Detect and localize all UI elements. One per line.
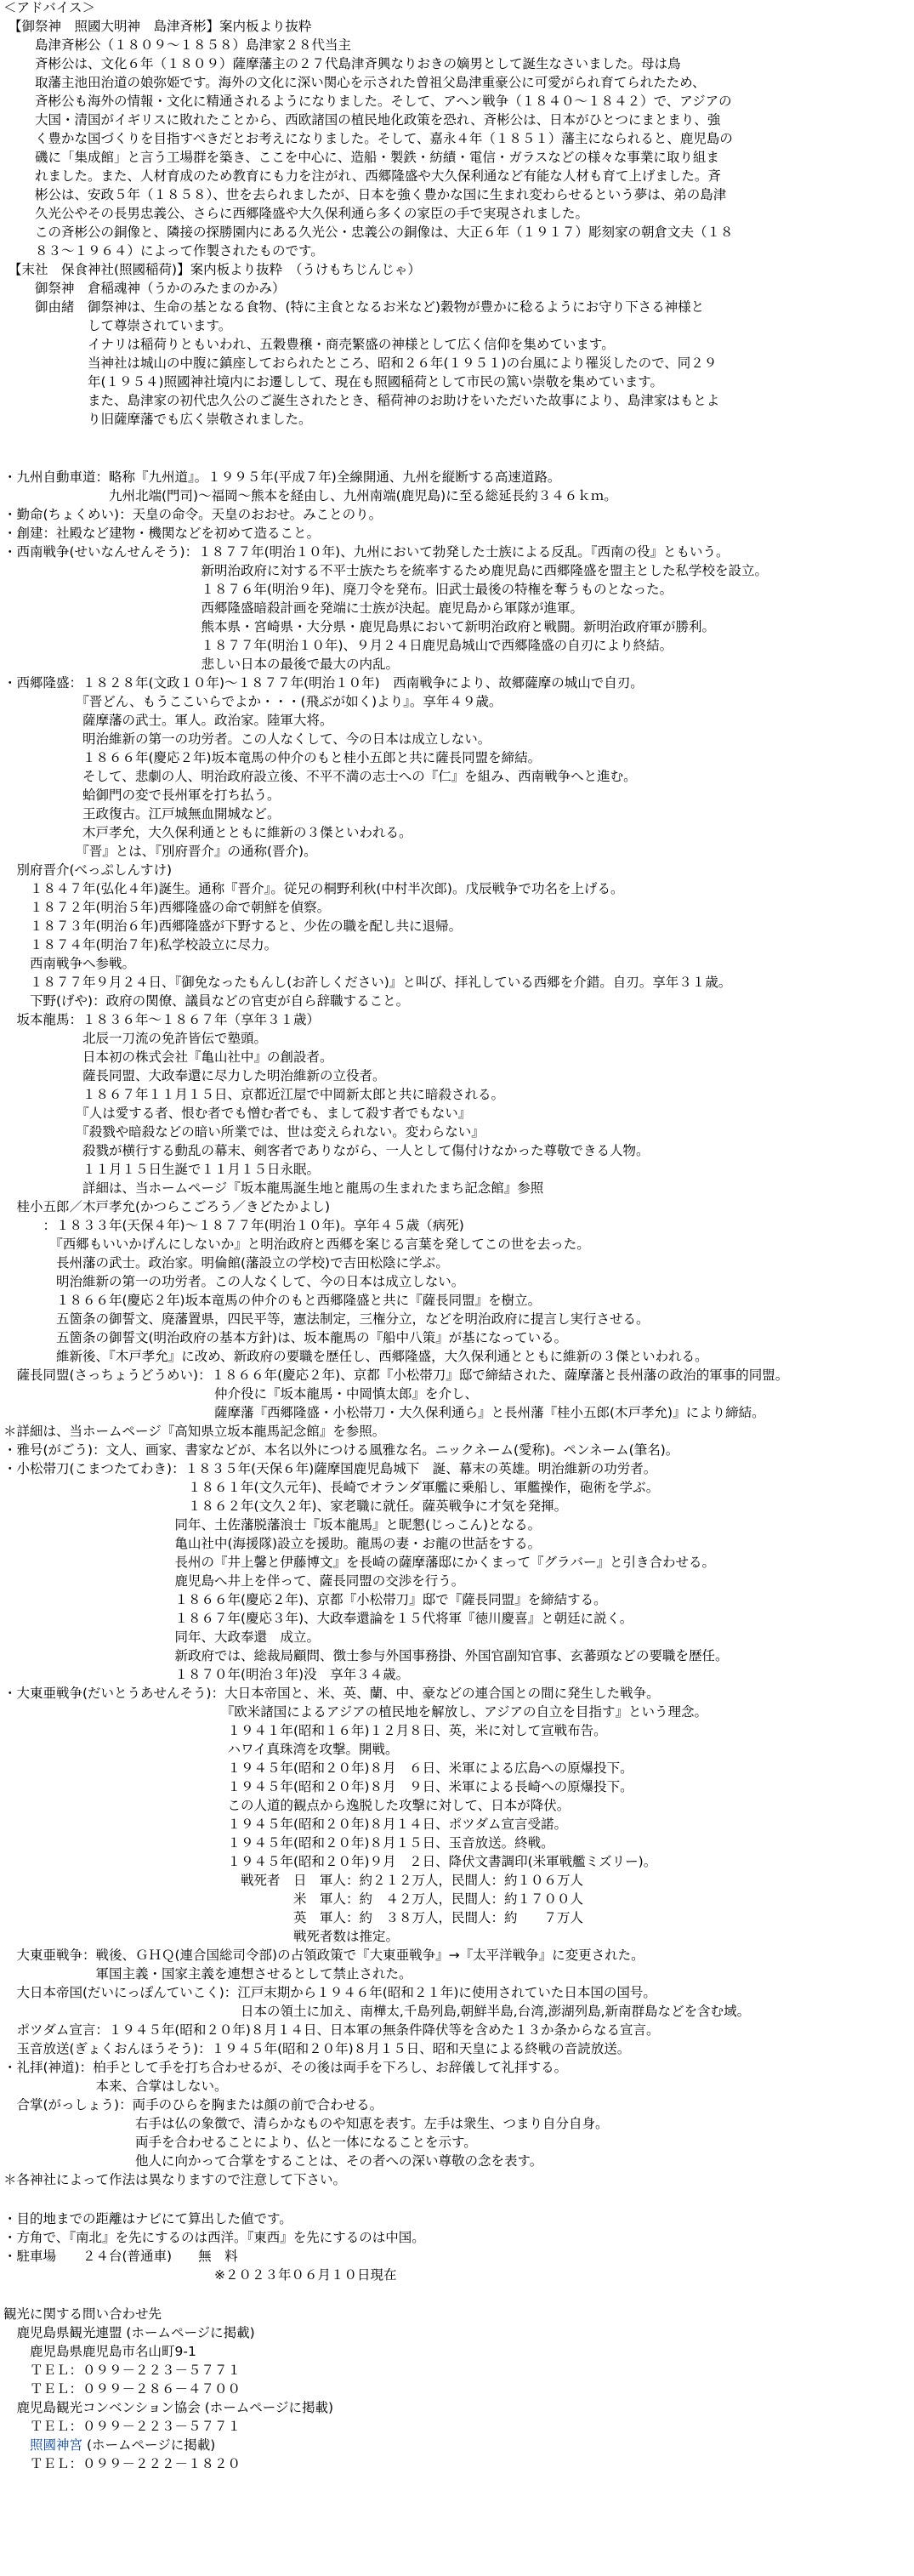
text-line: 鹿児島県鹿児島市名山町9-1 <box>3 2344 196 2359</box>
text-line: 王政復古。江戸城無血開城など。 <box>3 806 281 822</box>
text-line: ・駐車場 ２４台(普通車) 無 料 <box>3 2249 238 2264</box>
text-line: １８４７年(弘化４年)誕生。通称『晋介』。従兄の桐野利秋(中村半次郎)。戊辰戦争で功名を上げる。 <box>3 881 624 896</box>
text-line: 日本の領土に加え、南樺太,千島列島,朝鮮半島,台湾,澎湖列島,新南群島などを含む域。 <box>3 2004 751 2019</box>
text-line: ・方角で、『南北』を先にするのは西洋。『東西』を先にするのは中国。 <box>3 2230 425 2245</box>
text-line: 五箇条の御誓文(明治政府の基本方針)は、坂本龍馬の『船中八策』が基になっている。 <box>3 1330 568 1345</box>
text-line: ・礼拝(神道)：柏手として手を打ち合わせるが、その後は両手を下ろし、お辞儀して礼拝する。 <box>3 2060 568 2075</box>
text-line: １８７３年(明治６年)西郷隆盛が下野すると、少佐の職を配し共に退帰。 <box>3 918 463 934</box>
text-line: 日本初の株式会社『亀山社中』の創設者。 <box>3 1049 333 1065</box>
text-line: 下野(げや)：政府の関僚、議員などの官吏が自ら辞職すること。 <box>3 993 410 1009</box>
text-line: ＴＥＬ：０９９－２８６－４７００ <box>3 2381 241 2397</box>
text-line: １８６６年(慶応２年)坂本竜馬の仲介のもと西郷隆盛と共に『薩長同盟』を樹立。 <box>3 1293 542 1308</box>
text-line: 明治維新の第一の功労者。この人なくして、今の日本は成立しない。 <box>3 1274 465 1289</box>
text-line: 明治維新の第一の功労者。この人なくして、今の日本は成立しない。 <box>3 731 491 747</box>
text-line: 薩摩藩の武士。軍人。政治家。陸軍大将。 <box>3 713 333 728</box>
text-line: 磯に「集成館」と言う工場群を築き、ここを中心に、造船・製鉄・紡績・電信・ガラスなどの様々な事業に取り組ま <box>9 150 719 165</box>
text-line: ・目的地までの距離はナビにて算出した値です。 <box>3 2211 292 2226</box>
text-line: また、島津家の初代忠久公のご誕生されたとき、稲荷神のお助けをいただいた故事により、島津家はもとよ <box>9 393 720 408</box>
text-line: 悲しい日本の最後で最大の内乱。 <box>3 657 400 672</box>
text-line: 島津斉彬公（１８０９～１８５８）島津家２８代当主 <box>9 37 352 53</box>
text-line: 桂小五郎／木戸孝允(かつらこごろう／きどたかよし) <box>3 1199 331 1214</box>
text-line: く豊かな国づくりを目指すべきだとお考えになりました。そして、嘉永４年（１８５１）藩主になられると、鹿児島の <box>9 131 733 146</box>
text-line: １１月１５日生誕で１１月１５日永眠。 <box>3 1162 321 1177</box>
text-line: ＊詳細は、当ホームページ『高知県立坂本龍馬記念館』を参照。 <box>3 1424 386 1439</box>
text-line: ＴＥＬ：０９９－２２３－５７７１ <box>3 2363 241 2378</box>
text-line: １８７０年(明治３年)没 享年３４歳。 <box>3 1667 410 1682</box>
text-line: 同年、土佐藩脱藩浪士『坂本龍馬』と昵懇(じっこん)となる。 <box>3 1517 542 1533</box>
text-line: 『晋』とは、『別府晋介』の通称(晋介)。 <box>3 844 317 859</box>
text-line: 【末社 保食神社(照國稲荷)】案内板より抜粋 （うけもちじんじゃ） <box>9 262 421 277</box>
text-line: 【御祭神 照國大明神 島津斉彬】案内板より抜粋 <box>9 19 312 34</box>
text-line: １８６６年(慶応２年)坂本竜馬の仲介のもと桂小五郎と共に薩長同盟を締結。 <box>3 750 542 765</box>
text-line: ・雅号(がごう)：文人、画家、書家などが、本名以外につける風雅な名。ニックネーム(愛称)。ペンネーム(筆名)。 <box>3 1442 679 1458</box>
text-line: 『殺戮や暗殺などの暗い所業では、世は変えられない。変わらない』 <box>3 1124 485 1140</box>
text-line: １８７６年(明治９年)、廃刀令を発布。旧武士最後の特権を奪うものとなった。 <box>3 582 673 597</box>
text-line: １９４５年(昭和２０年)８月 ６日、米軍による広島への原爆投下。 <box>3 1760 633 1776</box>
text-line: ・西南戦争(せいなんせんそう)：１８７７年(明治１０年)、九州において勃発した士族による反乱。『西南の役』ともいう。 <box>3 544 729 560</box>
text-line: 九州北端(門司)～福岡～熊本を経由し、九州南端(鹿児島)に至る総延長約３４６ｋｍ。 <box>3 488 617 503</box>
text-line: ＴＥＬ：０９９－２２２－１８２０ <box>3 2456 241 2471</box>
text-line: 詳細は、当ホームページ『坂本龍馬誕生地と龍馬の生まれたまち記念館』参照 <box>3 1180 544 1196</box>
text-line: ポツダム宣言：１９４５年(昭和２０年)８月１４日、日本軍の無条件降伏等を含めた１３か条からなる宣言。 <box>3 2022 660 2038</box>
text-line: ＊各神社によって作法は異なりますので注意して下さい。 <box>3 2172 347 2187</box>
text-line: 同年、大政奉還 成立。 <box>3 1629 321 1645</box>
text-line: 御祭神 倉稲魂神（うかのみたまのかみ） <box>9 281 286 296</box>
text-line: ・創建：社殿など建物・機関などを初めて造ること。 <box>3 526 321 541</box>
text-line: 『人は愛する者、恨む者でも憎む者でも、まして殺す者でもない』 <box>3 1106 472 1121</box>
text-line: 『晋どん、もうここいらでよか・・・(飛ぶが如く)より』。享年４９歳。 <box>3 694 502 709</box>
text-line: 西郷隆盛暗殺計画を発端に士族が決起。鹿児島から軍隊が進軍。 <box>3 600 584 616</box>
text-line: ・大東亜戦争(だいとうあせんそう)：大日本帝国と、米、英、蘭、中、豪などの連合国との間に発生した戦争。 <box>3 1686 660 1701</box>
terukuni-shrine-link[interactable]: 照國神宮 <box>30 2437 83 2453</box>
text-line: １８６１年(文久元年)、長崎でオランダ軍艦に乗船し、軍艦操作，砲術を学ぶ。 <box>3 1480 660 1495</box>
text-line: 北辰一刀流の免許皆伝で塾頭。 <box>3 1031 268 1046</box>
text-line: ハワイ真珠湾を攻撃。開戦。 <box>3 1742 399 1757</box>
text-line: 蛤御門の変で長州軍を打ち払う。 <box>3 788 281 803</box>
text-line: １８６７年(慶応３年)、大政奉還論を１５代将軍『徳川慶喜』と朝廷に説く。 <box>3 1611 633 1626</box>
text-line: ：１８３３年(天保４年)～１８７７年(明治１０年)。享年４５歳（病死) <box>3 1218 464 1233</box>
text-line: 軍国主義・国家主義を連想させるとして禁止された。 <box>3 1966 412 1982</box>
text-line: 西南戦争へ参戦。 <box>3 956 136 971</box>
text-line: 大国・清国がイギリスに敗れたことから、西欧諸国の植民地化政策を恐れ、斉彬公は、日本がひとつにまとまり、強 <box>9 112 721 128</box>
text-line: 殺戮が横行する動乱の幕末、剣客者でありながら、一人として傷付けなかった尊敬できる人物。 <box>3 1143 650 1158</box>
text-line: 『欧米諸国によるアジアの植民地を解放し、アジアの自立を目指す』という理念。 <box>3 1704 708 1720</box>
text-line: 斉彬公も海外の情報・文化に精通されるようになりました。そして、アヘン戦争（１８４０～１８４２）で、アジアの <box>9 94 732 109</box>
text-line: ・西郷隆盛：１８２８年(文政１０年)～１８７７年(明治１０年) 西南戦争により、故郷薩摩の城山で自刃。 <box>3 675 644 691</box>
text-line: 熊本県・宮崎県・大分県・鹿児島県において新明治政府と戦闘。新明治政府軍が勝利。 <box>3 619 716 634</box>
text-line: １９４５年(昭和２０年)８月１５日、玉音放送。終戦。 <box>3 1835 554 1851</box>
text-line: ・勤命(ちょくめい)：天皇の命令。天皇のおおせ。みことのり。 <box>3 507 383 522</box>
text-line: ・小松帯刀(こまつたてわき)：１８３５年(天保６年)薩摩国鹿児島城下 誕、幕末の英雄。明治維新の功労者。 <box>3 1461 657 1476</box>
text-line: ＜アドバイス＞ <box>3 0 96 15</box>
text-line: ※２０２３年０６月１０日現在 <box>3 2267 397 2283</box>
text-line: １９４１年(昭和１６年)１２月８日、英，米に対して宣戦布告。 <box>3 1723 607 1738</box>
text-line: １８７４年(明治７年)私学校設立に尽力。 <box>3 937 278 952</box>
text-line: 観光に関する問い合わせ先 <box>3 2306 162 2322</box>
text-line: 他人に向かって合掌をすることは、その者への深い尊敬の念を表す。 <box>3 2153 543 2169</box>
text-line: そして、悲劇の人、明治政府設立後、不平不満の志士への『仁』を組み、西南戦争へと進む。 <box>3 769 637 784</box>
text-line: 戦死者 日 軍人：約２１２万人，民間人：約１０６万人 <box>3 1873 584 1888</box>
text-line: イナリは稲荷りともいわれ、五穀豊穣・商売繁盛の神様として広く信仰を集めています。 <box>9 337 615 352</box>
text-line: ８３～１９６４）によって作製されたものです。 <box>9 243 324 259</box>
text-line: 本来、合掌はしない。 <box>3 2078 228 2094</box>
text-line: １８７７年(明治１０年)、９月２４日鹿児島城山で西郷隆盛の自刃により終結。 <box>3 638 673 653</box>
text-line: 鹿児島県観光連盟 (ホームページに掲載) <box>3 2325 255 2340</box>
text-line: 亀山社中(海援隊)設立を援助。龍馬の妻・お龍の世話をする。 <box>3 1536 542 1551</box>
text-line: １９４５年(昭和２０年)８月 ９日、米軍による長崎への原爆投下。 <box>3 1779 633 1794</box>
text-line: 取藩主池田治道の娘弥姫です。海外の文化に深い関心を示された曽祖父島津重豪公に可愛がられ育てられたため、 <box>9 75 706 90</box>
text-line: 大東亜戦争：戦後、ＧＨＱ(連合国総司令部)の占領政策で『大東亜戦争』→『太平洋戦争』に変更された。 <box>3 1948 644 1963</box>
text-line: 両手を合わせることにより、仏と一体になることを示す。 <box>3 2135 477 2150</box>
text-line: 維新後、『木戸孝允』に改め、新政府の要職を歴任し、西郷隆盛，大久保利通とともに維新の３傑といわれる。 <box>3 1349 708 1364</box>
text-line: 彬公は、安政５年（１８５８）、世を去られましたが、日本を強く豊かな国に生まれ変わらせるという夢は、弟の島津 <box>9 187 727 202</box>
text-line: １８７２年(明治５年)西郷隆盛の命で朝鮮を偵察。 <box>3 900 331 915</box>
text-line: して尊崇されています。 <box>9 318 232 333</box>
text-line: ・九州自動車道：略称『九州道』。１９９５年(平成７年)全線開通、九州を縦断する高速道路。 <box>3 469 561 485</box>
text-line: り旧薩摩藩でも広く崇敬されました。 <box>9 412 312 427</box>
text-line: 仲介役に『坂本龍馬・中岡慎太郎』を介し、 <box>3 1386 479 1402</box>
text-line: 別府晋介(べっぷしんすけ) <box>3 862 173 878</box>
text-line: 御由緒 御祭神は、生命の基となる食物、(特に主食となるお米など)穀物が豊かに稔るようにお守り下さる神様と <box>9 299 705 315</box>
homepage-note: (ホームページに掲載) <box>82 2437 216 2453</box>
text-line: 当神社は城山の中腹に鎮座しておられたところ、昭和２６年(１９５１)の台風により罹災したので、同２９ <box>9 355 718 371</box>
text-line: １８６７年１１月１５日、京都近江屋で中岡新太郎と共に暗殺される。 <box>3 1087 505 1102</box>
text-line: 『西郷もいいかげんにしないか』と明治政府と西郷を案じる言葉を発してこの世を去った。 <box>3 1237 590 1252</box>
text-line: 薩長同盟、大政奉還に尽力した明治維新の立役者。 <box>3 1068 386 1083</box>
text-line: 薩長同盟(さっちょうどうめい)：１８６６年(慶応２年)、京都『小松帯刀』邸で締結された、薩摩藩と長州藩の政治的軍事的同盟。 <box>3 1368 789 1383</box>
text-line: 英 軍人：約 ３８万人，民間人：約 ７万人 <box>3 1910 584 1925</box>
text-line: 久光公やその長男忠義公、さらに西郷隆盛や大久保利通ら多くの家臣の手で実現されました。 <box>9 206 589 221</box>
text-line: 斉彬公は、文化６年（１８０９）薩摩藩主の２７代島津斉興なりおきの嫡男として誕生なさいました。母は鳥 <box>9 56 681 71</box>
text-line: 新明治政府に対する不平士族たちを統率するため鹿児島に西郷隆盛を盟主とした私学校を設立。 <box>3 563 769 578</box>
text-line: ＴＥＬ：０９９－２２３－５７７１ <box>3 2419 241 2434</box>
text-line: 大日本帝国(だいにっぽんていこく)：江戸末期から１９４６年(昭和２１年)に使用されていた日本国の国号。 <box>3 1985 656 2000</box>
text-line: この人道的観点から逸脱した攻撃に対して、日本が降伏。 <box>3 1798 571 1813</box>
text-line: 合掌(がっしょう)：両手のひらを胸または顔の前で合わせる。 <box>3 2097 383 2113</box>
text-line: １８６６年(慶応２年)、京都『小松帯刀』邸で『薩長同盟』を締結する。 <box>3 1592 607 1607</box>
text-line: この斉彬公の銅像と、隣接の探勝園内にある久光公・忠義公の銅像は、大正６年（１９１７）彫刻家の朝倉文夫（１８ <box>9 225 734 240</box>
text-line: 木戸孝允，大久保利通とともに維新の３傑といわれる。 <box>3 825 412 840</box>
text-line: 米 軍人：約 ４２万人，民間人：約１７００人 <box>3 1891 584 1907</box>
text-line: １８７７年９月２４日、『御免なったもんし(お許しください)』と叫び、拝礼している西郷を介錯。自刃。享年３１歳。 <box>3 975 732 990</box>
shrine-contact-line <box>3 2437 215 2453</box>
text-line: 鹿児島へ井上を伴って、薩長同盟の交渉を行う。 <box>3 1573 465 1589</box>
text-line: 戦死者数は推定。 <box>3 1929 400 1944</box>
text-line: １９４５年(昭和２０年)９月 ２日、降伏文書調印(米軍戦艦ミズリー)。 <box>3 1854 657 1869</box>
text-line: 五箇条の御誓文、廃藩置県，四民平等，憲法制定，三権分立，などを明治政府に提言し実行させる。 <box>3 1311 650 1327</box>
text-line: １８６２年(文久２年)、家老職に就任。薩英戦争に才気を発揮。 <box>3 1498 568 1514</box>
text-line: 薩摩藩『西郷隆盛・小松帯刀・大久保利通ら』と長州藩『桂小五郎(木戸孝允)』により締結。 <box>3 1405 765 1420</box>
indent <box>3 2437 30 2453</box>
text-line: 坂本龍馬：１８３６年～１８６７年（享年３１歳） <box>3 1012 321 1027</box>
text-line: 右手は仏の象徴で、清らかなものや知恵を表す。左手は衆生、つまり自分自身。 <box>3 2116 609 2131</box>
text-line: 鹿児島観光コンベンション協会 (ホームページに掲載) <box>3 2400 334 2415</box>
text-line: 長州の『井上馨と伊藤博文』を長崎の薩摩藩邸にかくまって『グラバー』と引き合わせる。 <box>3 1555 716 1570</box>
text-line: １９４５年(昭和２０年)８月１４日、ポツダム宣言受諾。 <box>3 1817 567 1832</box>
text-line: れました。また、人材育成のため教育にも力を注がれ、西郷隆盛や大久保利通など有能な人材も育て上げました。斉 <box>9 168 721 184</box>
text-line: 年(１９５４)照國神社境内にお遷しして、現在も照國稲荷として市民の篤い崇敬を集めています。 <box>9 374 664 390</box>
text-line: 玉音放送(ぎょくおんほうそう)：１９４５年(昭和２０年)８月１５日、昭和天皇による終戦の音読放送。 <box>3 2041 631 2056</box>
text-line: 新政府では、総裁局顧問、徴士参与外国事務掛、外国官副知官事、玄蕃頭などの要職を歴任。 <box>3 1648 729 1663</box>
text-line: 長州藩の武士。政治家。明倫館(藩設立の学校)で吉田松陰に学ぶ。 <box>3 1255 449 1271</box>
